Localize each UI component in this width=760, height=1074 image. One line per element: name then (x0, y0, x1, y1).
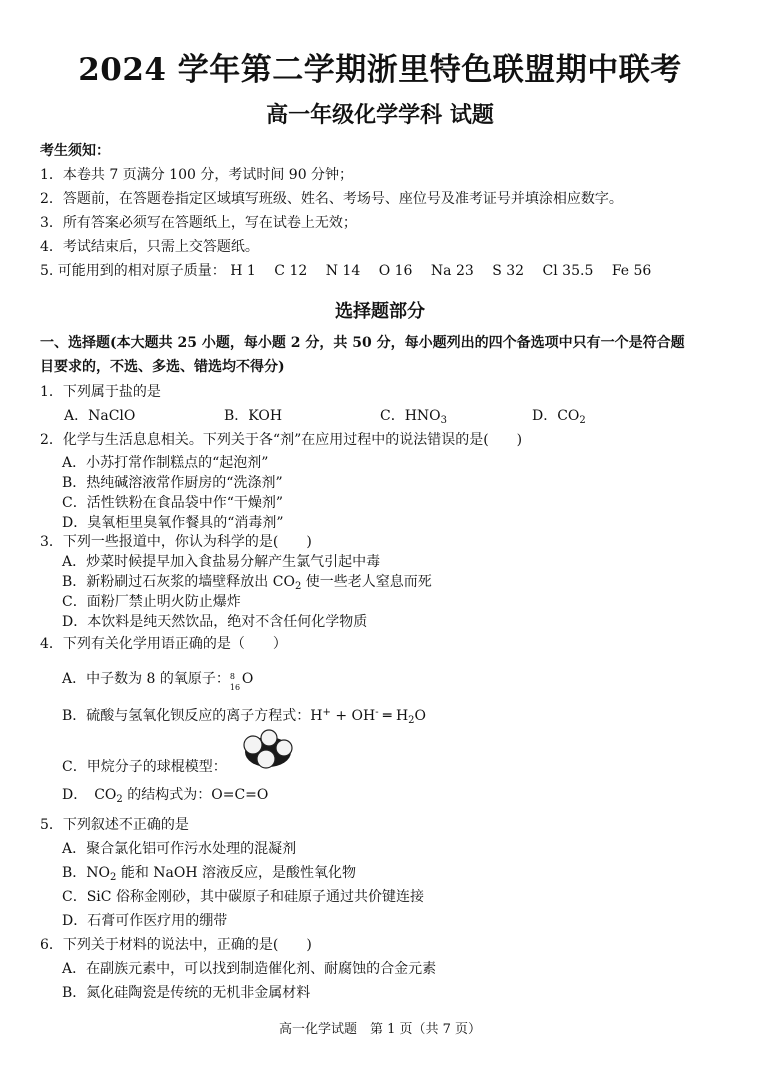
q6-option-a: A．在副族元素中，可以找到制造催化剂、耐腐蚀的合金元素 (62, 961, 437, 977)
section-intro-line-2: 目要求的，不选、多选、错选均不得分) (40, 359, 285, 375)
q5-option-b: B．$NO_2$ 能和 NaOH 溶液反应，是酸性氧化物 (62, 865, 357, 883)
notice-item-4: 4．考试结束后，只需上交答题纸。 (40, 239, 259, 255)
q5-option-a: A．聚合氯化铝可作污水处理的混凝剂 (62, 841, 297, 857)
exam-subtitle: 高一年级化学学科 试题 (266, 102, 494, 128)
atomic-mass-cl: Cl 35.5 (542, 263, 594, 279)
q4-option-b: B．硫酸与氢氧化钡反应的离子方程式：H+ + OH- ═ $H_2O$ (62, 707, 427, 726)
section-title: 选择题部分 (335, 301, 425, 322)
atomic-mass-n: N 14 (325, 263, 361, 279)
atomic-mass-fe: Fe 56 (611, 263, 652, 279)
q2-option-c: C．活性铁粉在食品袋中作“干燥剂” (62, 495, 284, 511)
atomic-mass-c: C 12 (274, 263, 308, 279)
q1-option-c: C．$HNO_3$ (380, 408, 448, 426)
q3-option-b: B．新粉刷过石灰浆的墙壁释放出 $CO_2$ 使一些老人窒息而死 (62, 574, 432, 592)
q2-stem: 2．化学与生活息息相关。下列关于各“剂”在应用过程中的说法错误的是( ) (40, 432, 523, 448)
q4-stem: 4．下列有关化学用语正确的是（ ） (40, 636, 287, 652)
q3-option-d: D．本饮料是纯天然饮品，绝对不含任何化学物质 (62, 614, 368, 630)
atomic-mass-s: S 32 (492, 263, 525, 279)
notice-item-5 (40, 262, 665, 280)
q6-stem: 6．下列关于材料的说法中，正确的是( ) (40, 937, 312, 953)
section-intro-line-1: 一、选择题(本大题共 25 小题，每小题 2 分，共 50 分，每小题列出的四个备选项中只有一个是符合题 (40, 335, 685, 351)
methane-ball-model-image (240, 729, 296, 771)
q4-option-c: C．甲烷分子的球棍模型： (62, 759, 227, 775)
isotope-notation: 8 16 (229, 672, 241, 692)
exam-title: 2024 学年第二学期浙里特色联盟期中联考 (78, 52, 682, 88)
notice-item-3: 3．所有答案必须写在答题纸上，写在试卷上无效； (40, 215, 357, 231)
notice-item-2: 2．答题前，在答题卷指定区域填写班级、姓名、考场号、座位号及准考证号并填涂相应数字。 (40, 191, 623, 207)
q2-option-d: D．臭氧柜里臭氧作餐具的“消毒剂” (62, 515, 284, 531)
q3-option-c: C．面粉厂禁止明火防止爆炸 (62, 594, 241, 610)
q2-option-b: B．热纯碱溶液常作厨房的“洗涤剂” (62, 475, 283, 491)
atomic-mass-o: O 16 (378, 263, 413, 279)
q1-option-d: D．$CO_2$ (532, 408, 586, 426)
q1-stem: 1．下列属于盐的是 (40, 384, 161, 400)
q5-stem: 5．下列叙述不正确的是 (40, 817, 189, 833)
notice-item-5-prefix: 5. 可能用到的相对原子质量： (40, 263, 226, 279)
page-footer: 高一化学试题 第 1 页（共 7 页） (278, 1022, 482, 1037)
q4-option-a: A．中子数为 8 的氧原子： 8 16 O (62, 671, 254, 692)
atomic-mass-na: Na 23 (430, 263, 474, 279)
notice-item-1: 1．本卷共 7 页满分 100 分，考试时间 90 分钟； (40, 167, 354, 183)
q1-option-a: A．NaClO (64, 408, 136, 424)
q5-option-c: C．SiC 俗称金刚砂，其中碳原子和硅原子通过共价键连接 (62, 889, 424, 905)
q1-option-b: B．KOH (224, 408, 283, 424)
atomic-mass-h: H 1 (230, 263, 256, 279)
q6-option-b: B．氮化硅陶瓷是传统的无机非金属材料 (62, 985, 311, 1001)
q2-option-a: A．小苏打常作制糕点的“起泡剂” (62, 455, 269, 471)
q4-option-d: D． $CO_2$ 的结构式为：O=C=O (62, 787, 269, 805)
notice-heading: 考生须知： (40, 143, 110, 159)
q3-option-a: A．炒菜时候提早加入食盐易分解产生氯气引起中毒 (62, 554, 381, 570)
q3-stem: 3．下列一些报道中，你认为科学的是( ) (40, 534, 312, 550)
q5-option-d: D．石膏可作医疗用的绷带 (62, 913, 228, 929)
